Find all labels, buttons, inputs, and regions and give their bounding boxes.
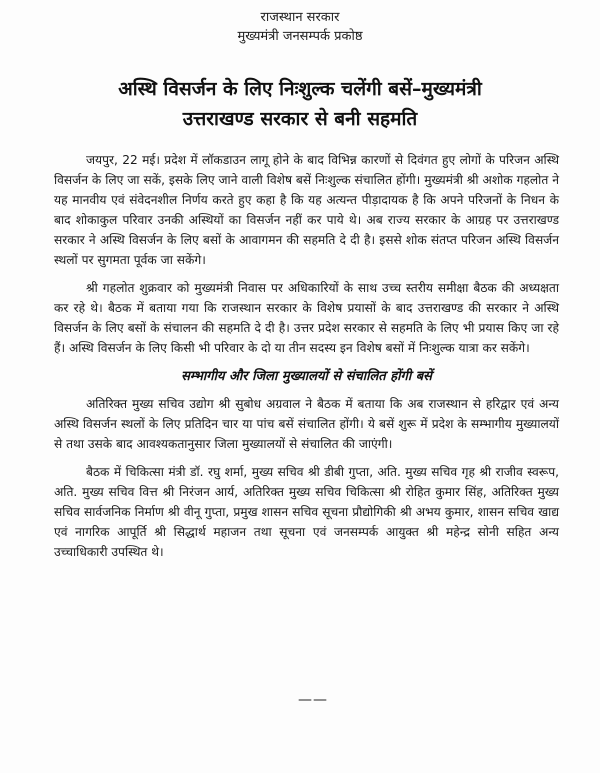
department-name: मुख्यमंत्री जनसम्पर्क प्रकोष्ठ: [237, 29, 363, 44]
headline-line-2: उत्तराखण्ड सरकार से बनी सहमति: [182, 108, 418, 130]
paragraph-2: श्री गहलोत शुक्रवार को मुख्यमंत्री निवास पर अधिकारियों के साथ उच्च स्तरीय समीक्षा बैठक की अध्यक्षता कर रहे थे। बैठक में बताया गया कि राजस्थान सरकार के विशेष प्रयासों के बाद उत्तराखण्ड की सरकार ने अस्थि विसर्जन के लिए बसों के संचालन की सहमति दे दी है। उत्तर प्रदेश सरकार से सहमति के लिए भी प्रयास किए जा रहे हैं। अस्थि विसर्जन के लिए किसी भी परिवार के दो या तीन सदस्य इन विशेष बसों में निःशुल्क यात्रा कर सकेंगे।: [54, 281, 559, 355]
section-subheading: सम्भागीय और जिला मुख्यालयों से संचालित होंगी बसें: [181, 369, 432, 384]
paragraph-1: जयपुर, 22 मई। प्रदेश में लॉकडाउन लागू होने के बाद विभिन्न कारणों से दिवंगत हुए लोगों के परिजन अस्थि विसर्जन के लिए जा सकें, इसके लिए जाने वाली विशेष बसें निःशुल्क संचालित होंगी। मुख्यमंत्री श्री अशोक गहलोत ने यह मानवीय एवं संवेदनशील निर्णय करते हुए कहा है कि यह अत्यन्त पीड़ादायक है कि अपने परिजनों के निधन के बाद शोकाकुल परिवार उनकी अस्थियों का विसर्जन नहीं कर पाये थे। अब राज्य सरकार के आग्रह पर उत्तराखण्ड सरकार ने अस्थि विसर्जन के लिए बसों के आवागमन की सहमति दे दी है। इससे शोक संतप्त परिजन अस्थि विसर्जन स्थलों पर सुगमता पूर्वक जा सकेंगे।: [54, 153, 559, 267]
headline-line-1: अस्थि विसर्जन के लिए निःशुल्क चलेंगी बसें–मुख्यमंत्री: [118, 78, 482, 100]
end-mark: ——: [298, 692, 328, 708]
paragraph-4: बैठक में चिकित्सा मंत्री डॉ. रघु शर्मा, मुख्य सचिव श्री डीबी गुप्ता, अति. मुख्य सचिव गृह श्री राजीव स्वरूप, अति. मुख्य सचिव वित्त श्री निरंजन आर्य, अतिरिक्त मुख्य सचिव चिकित्सा श्री रोहित कुमार सिंह, अतिरिक्त मुख्य सचिव सार्वजनिक निर्माण श्री वीनू गुप्ता, प्रमुख शासन सचिव सूचना प्रौद्योगिकी श्री अभय कुमार, शासन सचिव खाद्य एवं नागरिक आपूर्ति श्री सिद्धार्थ महाजन तथा सूचना एवं जनसम्पर्क आयुक्त श्री महेन्द्र सोनी सहित अन्य उच्चाधिकारी उपस्थित थे।: [54, 465, 559, 559]
headline: [40, 74, 560, 134]
paragraph-3: अतिरिक्त मुख्य सचिव उद्योग श्री सुबोध अग्रवाल ने बैठक में बताया कि अब राजस्थान से हरिद्वार एवं अन्य अस्थि विसर्जन स्थलों के लिए प्रतिदिन चार या पांच बसें संचालित होंगी। ये बसें शुरू में प्रदेश के सम्भागीय मुख्यालयों से तथा उसके बाद आवश्यकतानुसार जिला मुख्यालयों से संचालित की जाएंगी।: [54, 397, 559, 451]
letterhead: [0, 8, 600, 46]
government-name: राजस्थान सरकार: [260, 10, 340, 25]
article-body: [54, 150, 559, 570]
